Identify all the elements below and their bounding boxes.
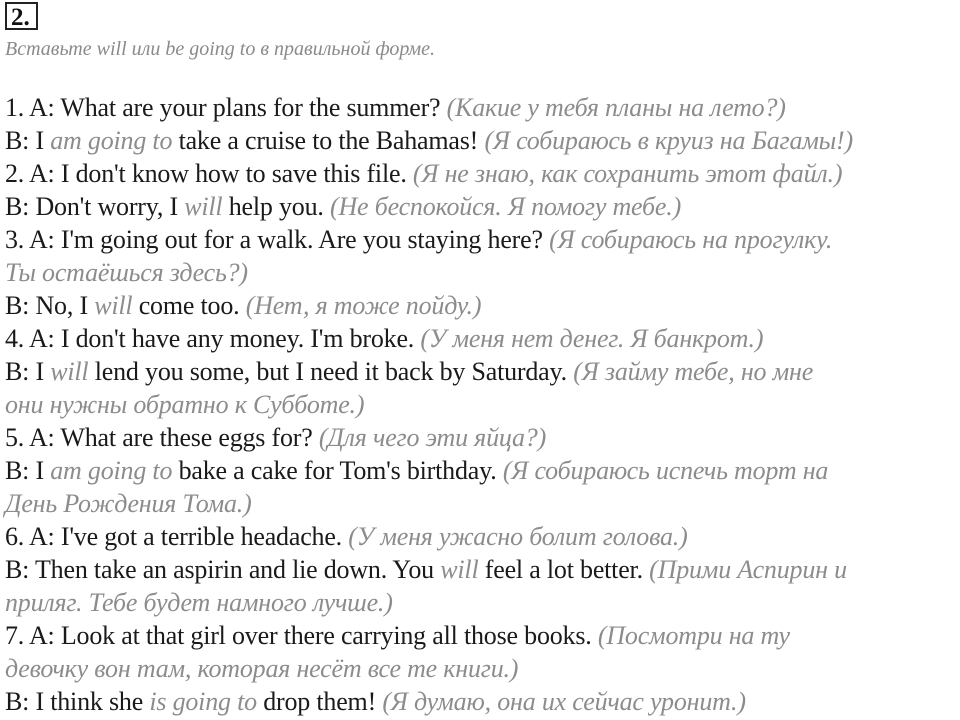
text-line: [5, 322, 960, 355]
text-line: [5, 388, 960, 421]
english-text: B: I: [5, 357, 51, 386]
russian-translation: (Какие у тебя планы на лето?): [446, 93, 786, 122]
english-text: 3. A: I'm going out for a walk. Are you staying here?: [5, 225, 550, 254]
russian-translation: Ты остаёшься здесь?): [5, 258, 248, 287]
english-text: help you.: [222, 192, 331, 221]
english-text: B: Don't worry, I: [5, 192, 185, 221]
text-line: [5, 586, 960, 619]
english-text: 2. A: I don't know how to save this file.: [5, 159, 413, 188]
english-text: 1. A: What are your plans for the summer?: [5, 93, 447, 122]
answer-text: will: [440, 555, 479, 584]
english-text: B: I: [5, 456, 51, 485]
russian-translation: (Я займу тебе, но мне: [573, 357, 814, 386]
exercise-number: 2.: [5, 2, 38, 30]
text-line: [5, 223, 960, 256]
english-text: come too.: [132, 291, 246, 320]
english-text: feel a lot better.: [478, 555, 650, 584]
russian-translation: (Я думаю, она их сейчас уронит.): [382, 687, 746, 716]
russian-translation: (У меня ужасно болит голова.): [348, 522, 688, 551]
english-text: drop them!: [256, 687, 383, 716]
text-line: [5, 289, 960, 322]
english-text: B: Then take an aspirin and lie down. You: [5, 555, 441, 584]
english-text: 7. A: Look at that girl over there carrying all those books.: [5, 621, 598, 650]
russian-translation: (Не беспокойся. Я помогу тебе.): [330, 192, 682, 221]
russian-translation: приляг. Тебе будет намного лучше.): [5, 588, 393, 617]
russian-translation: (Я не знаю, как сохранить этот файл.): [412, 159, 843, 188]
exercise-text: [5, 91, 960, 718]
russian-translation: (Я собираюсь испечь торт на: [502, 456, 829, 485]
russian-translation: (У меня нет денег. Я банкрот.): [420, 324, 764, 353]
text-line: [5, 454, 960, 487]
exercise-instruction: Вставьте will или be going to в правильной форме.: [5, 38, 436, 60]
english-text: 4. A: I don't have any money. I'm broke.: [5, 324, 421, 353]
text-line: [5, 256, 960, 289]
russian-translation: (Нет, я тоже пойду.): [245, 291, 482, 320]
english-text: 6. A: I've got a terrible headache.: [5, 522, 349, 551]
text-line: [5, 355, 960, 388]
text-line: [5, 157, 960, 190]
answer-text: will: [94, 291, 133, 320]
text-line: [5, 553, 960, 586]
answer-text: will: [50, 357, 89, 386]
russian-translation: (Посмотри на ту: [597, 621, 790, 650]
english-text: 5. A: What are these eggs for?: [5, 423, 319, 452]
english-text: lend you some, but I need it back by Saturday.: [88, 357, 574, 386]
russian-translation: День Рождения Тома.): [5, 489, 252, 518]
text-line: [5, 190, 960, 223]
english-text: B: I: [5, 126, 51, 155]
text-line: [5, 685, 960, 718]
english-text: bake a cake for Tom's birthday.: [172, 456, 503, 485]
text-line: [5, 487, 960, 520]
text-line: [5, 652, 960, 685]
text-line: [5, 421, 960, 454]
answer-text: is going to: [149, 687, 257, 716]
text-line: [5, 619, 960, 652]
russian-translation: (Для чего эти яйца?): [318, 423, 547, 452]
russian-translation: (Я собираюсь в круиз на Багамы!): [484, 126, 853, 155]
english-text: take a cruise to the Bahamas!: [172, 126, 485, 155]
russian-translation: (Я собираюсь на прогулку.: [549, 225, 833, 254]
english-text: B: I think she: [5, 687, 150, 716]
russian-translation: (Прими Аспирин и: [649, 555, 847, 584]
text-line: [5, 124, 960, 157]
russian-translation: они нужны обратно к Субботе.): [5, 390, 365, 419]
text-line: [5, 520, 960, 553]
answer-text: will: [184, 192, 223, 221]
russian-translation: девочку вон там, которая несёт все те книги.): [5, 654, 519, 683]
text-line: [5, 91, 960, 124]
answer-text: am going to: [50, 456, 173, 485]
answer-text: am going to: [50, 126, 173, 155]
english-text: B: No, I: [5, 291, 95, 320]
